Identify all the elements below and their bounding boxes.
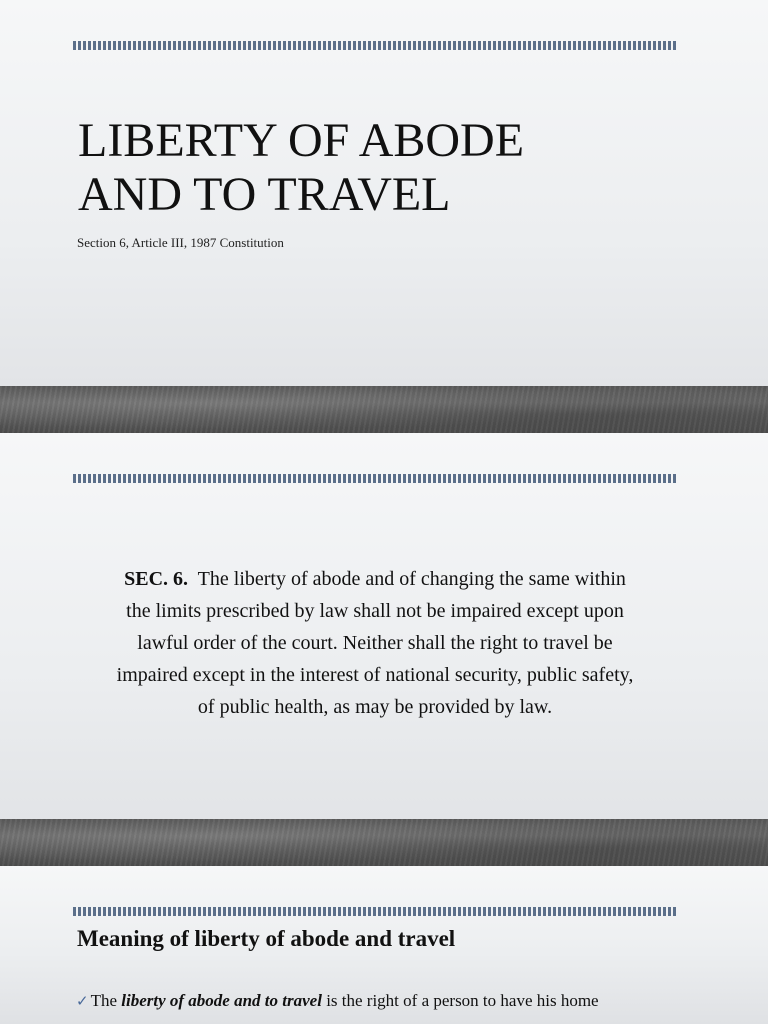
- title-line-2: AND TO TRAVEL: [78, 168, 451, 221]
- section-6-text: [80, 563, 670, 723]
- dashed-accent-bar: [73, 41, 677, 50]
- dashed-accent-bar: [73, 907, 677, 916]
- slide-meaning: [0, 866, 768, 1024]
- slide-subtitle: Section 6, Article III, 1987 Constitution: [77, 235, 284, 250]
- section-line-1: The liberty of abode and of changing the same within: [197, 568, 626, 590]
- section-line-3: lawful order of the court. Neither shall the right to travel be: [137, 632, 613, 654]
- checkmark-icon: ✓: [76, 994, 89, 1010]
- slide-section-text: [0, 433, 768, 866]
- dashed-accent-bar: [73, 474, 677, 483]
- slide-title-heading: [78, 114, 698, 222]
- bullet-emphasis: liberty of abode and to travel: [121, 991, 322, 1010]
- title-line-1: LIBERTY OF ABODE: [78, 114, 525, 167]
- bullet-rest: is the right of a person to have his home: [321, 991, 599, 1010]
- meaning-heading: Meaning of liberty of abode and travel: [77, 926, 456, 951]
- section-label: SEC. 6.: [124, 568, 189, 590]
- floor-texture-band: [0, 386, 768, 433]
- section-line-4: impaired except in the interest of national security, public safety,: [116, 664, 634, 686]
- floor-texture-band: [0, 819, 768, 866]
- meaning-bullet: [76, 988, 756, 1015]
- section-line-2: the limits prescribed by law shall not be impaired except upon: [126, 600, 624, 622]
- slide-title: [0, 0, 768, 433]
- section-line-5: of public health, as may be provided by law.: [197, 696, 553, 718]
- bullet-prefix: The: [90, 991, 122, 1010]
